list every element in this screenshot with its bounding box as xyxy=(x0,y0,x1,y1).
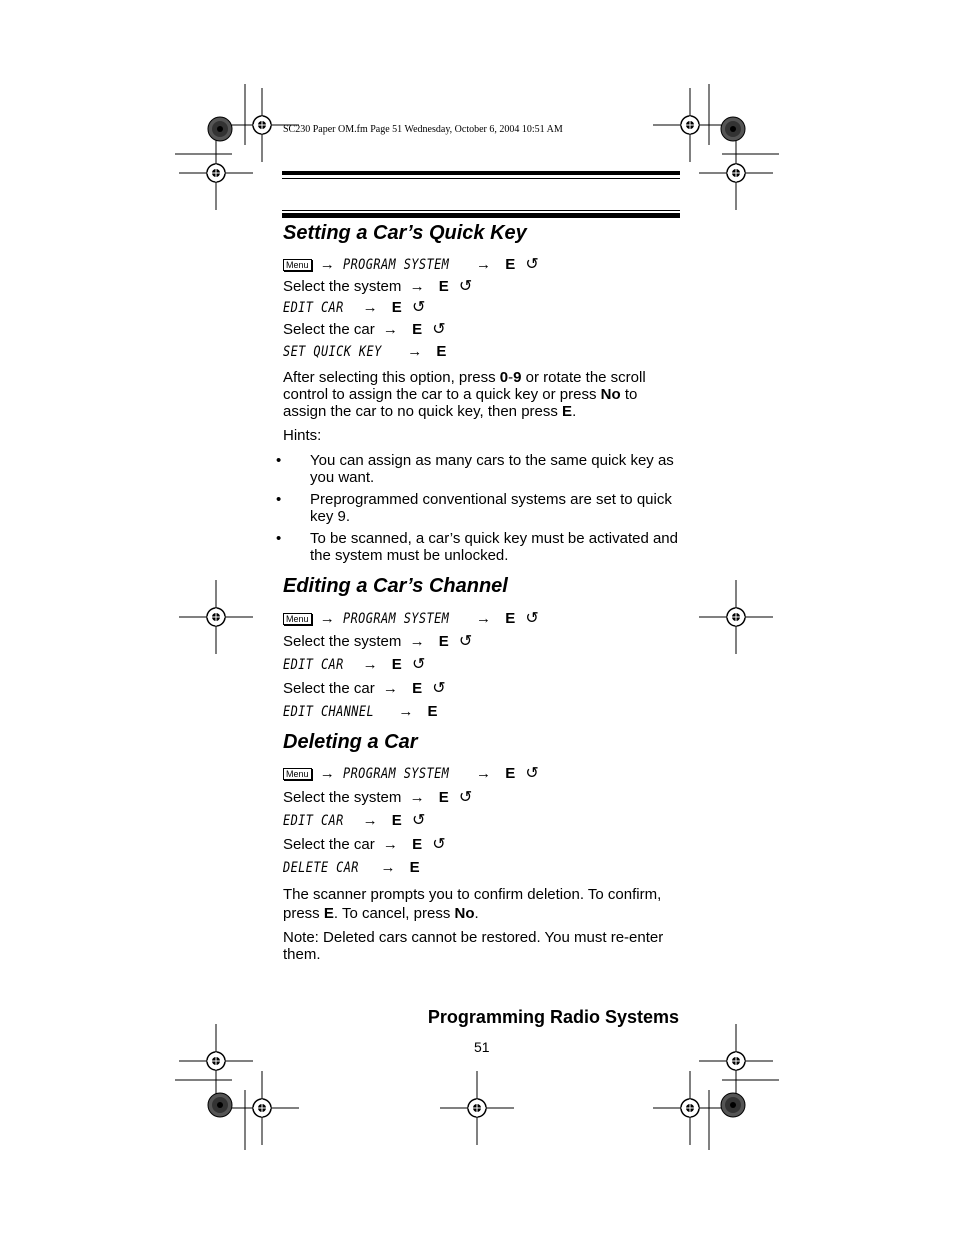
e-key: E xyxy=(505,765,516,782)
lcd-edit-car: EDIT CAR xyxy=(283,300,344,316)
e-key: E xyxy=(391,812,402,829)
lcd-program-system: PROGRAM SYSTEM xyxy=(342,611,450,627)
e-key: E xyxy=(505,256,516,273)
scroll-icon: ↺ xyxy=(458,278,473,295)
e-key: E xyxy=(412,680,423,697)
step-select-system xyxy=(283,632,472,652)
step-edit-car xyxy=(283,811,425,831)
section-title-edit-channel: Editing a Car’s Channel xyxy=(283,575,508,597)
lcd-edit-car: EDIT CAR xyxy=(283,813,344,829)
top-rule-thick xyxy=(282,171,680,175)
arrow-icon: → xyxy=(409,789,425,806)
e-key: E xyxy=(391,656,402,673)
page-number: 51 xyxy=(474,1039,490,1055)
arrow-icon: → xyxy=(476,765,492,782)
scroll-icon: ↺ xyxy=(432,680,446,697)
step-menu xyxy=(283,609,539,629)
lcd-program-system: PROGRAM SYSTEM xyxy=(342,766,450,782)
e-key: E xyxy=(438,633,449,650)
e-key: E xyxy=(427,703,438,720)
lcd-set-quick-key: SET QUICK KEY xyxy=(283,344,382,360)
e-key: E xyxy=(505,610,516,627)
e-key: E xyxy=(438,789,449,806)
arrow-icon: → xyxy=(380,859,396,876)
section-rule-thin xyxy=(282,210,680,211)
quick-key-paragraph: After selecting this option, press 0-9 or rotate the scroll control to assign the car to a quick key or press No to assign the car to no quick key, then press E. xyxy=(283,369,646,420)
arrow-icon: → xyxy=(382,321,398,338)
section-title-delete-car: Deleting a Car xyxy=(283,731,418,753)
arrow-icon: → xyxy=(362,299,378,316)
lcd-edit-car: EDIT CAR xyxy=(283,657,344,673)
step-text: Select the system xyxy=(283,633,402,650)
file-header: SC230 Paper OM.fm Page 51 Wednesday, October 6, 2004 10:51 AM xyxy=(283,124,563,135)
scroll-icon: ↺ xyxy=(458,633,473,650)
lcd-program-system: PROGRAM SYSTEM xyxy=(342,257,450,273)
top-rule-thin xyxy=(282,178,680,179)
e-key: E xyxy=(438,278,449,295)
menu-key: Menu xyxy=(283,259,312,271)
section-title-quick-key: Setting a Car’s Quick Key xyxy=(283,222,527,244)
step-select-system xyxy=(283,277,472,297)
step-select-system xyxy=(283,788,472,808)
step-text: Select the car xyxy=(283,836,375,853)
scroll-icon: ↺ xyxy=(525,765,539,782)
step-edit-channel xyxy=(283,702,444,722)
arrow-icon: → xyxy=(476,256,492,273)
scroll-icon: ↺ xyxy=(411,656,426,673)
arrow-icon: → xyxy=(382,836,398,853)
arrow-icon: → xyxy=(319,765,335,782)
e-key: E xyxy=(409,859,420,876)
step-text: Select the system xyxy=(283,789,402,806)
arrow-icon: → xyxy=(319,256,335,273)
scroll-icon: ↺ xyxy=(432,836,446,853)
menu-key: Menu xyxy=(283,768,312,780)
scroll-icon: ↺ xyxy=(432,321,446,338)
step-select-car xyxy=(283,320,446,340)
e-key: E xyxy=(391,299,402,316)
section-rule-thick xyxy=(282,213,680,218)
step-select-car xyxy=(283,835,446,855)
step-set-quick-key xyxy=(283,342,452,362)
delete-paragraph: The scanner prompts you to confirm deletion. To confirm, press E. To cancel, press No. xyxy=(283,886,662,922)
e-key: E xyxy=(412,836,423,853)
step-edit-car xyxy=(283,298,425,318)
arrow-icon: → xyxy=(476,610,492,627)
arrow-icon: → xyxy=(382,680,398,697)
step-edit-car xyxy=(283,655,425,675)
chapter-footer: Programming Radio Systems xyxy=(427,1007,679,1027)
step-menu xyxy=(283,255,539,275)
hints-label: Hints: xyxy=(283,427,322,444)
scroll-icon: ↺ xyxy=(525,610,539,627)
hint-bullet: • Preprogrammed conventional systems are set to quick key 9. xyxy=(276,491,672,525)
arrow-icon: → xyxy=(362,656,378,673)
step-select-car xyxy=(283,679,446,699)
step-menu xyxy=(283,764,539,784)
step-text: Select the car xyxy=(283,680,375,697)
arrow-icon: → xyxy=(409,633,425,650)
hint-bullet: • You can assign as many cars to the same quick key as you want. xyxy=(276,452,674,486)
arrow-icon: → xyxy=(362,812,378,829)
hint-bullet: • To be scanned, a car’s quick key must be activated and the system must be unlocked. xyxy=(276,530,678,564)
arrow-icon: → xyxy=(398,703,414,720)
scroll-icon: ↺ xyxy=(411,812,426,829)
menu-key: Menu xyxy=(283,613,312,625)
lcd-delete-car: DELETE CAR xyxy=(283,860,359,876)
delete-note: Note: Deleted cars cannot be restored. You must re-enter them. xyxy=(283,929,664,963)
scroll-icon: ↺ xyxy=(525,256,539,273)
step-text: Select the car xyxy=(283,321,375,338)
step-text: Select the system xyxy=(283,278,402,295)
lcd-edit-channel: EDIT CHANNEL xyxy=(283,704,375,720)
arrow-icon: → xyxy=(409,278,425,295)
scroll-icon: ↺ xyxy=(411,299,426,316)
arrow-icon: → xyxy=(407,343,423,360)
step-delete-car xyxy=(283,858,426,878)
scroll-icon: ↺ xyxy=(458,789,473,806)
arrow-icon: → xyxy=(319,610,335,627)
e-key: E xyxy=(412,321,423,338)
e-key: E xyxy=(436,343,447,360)
